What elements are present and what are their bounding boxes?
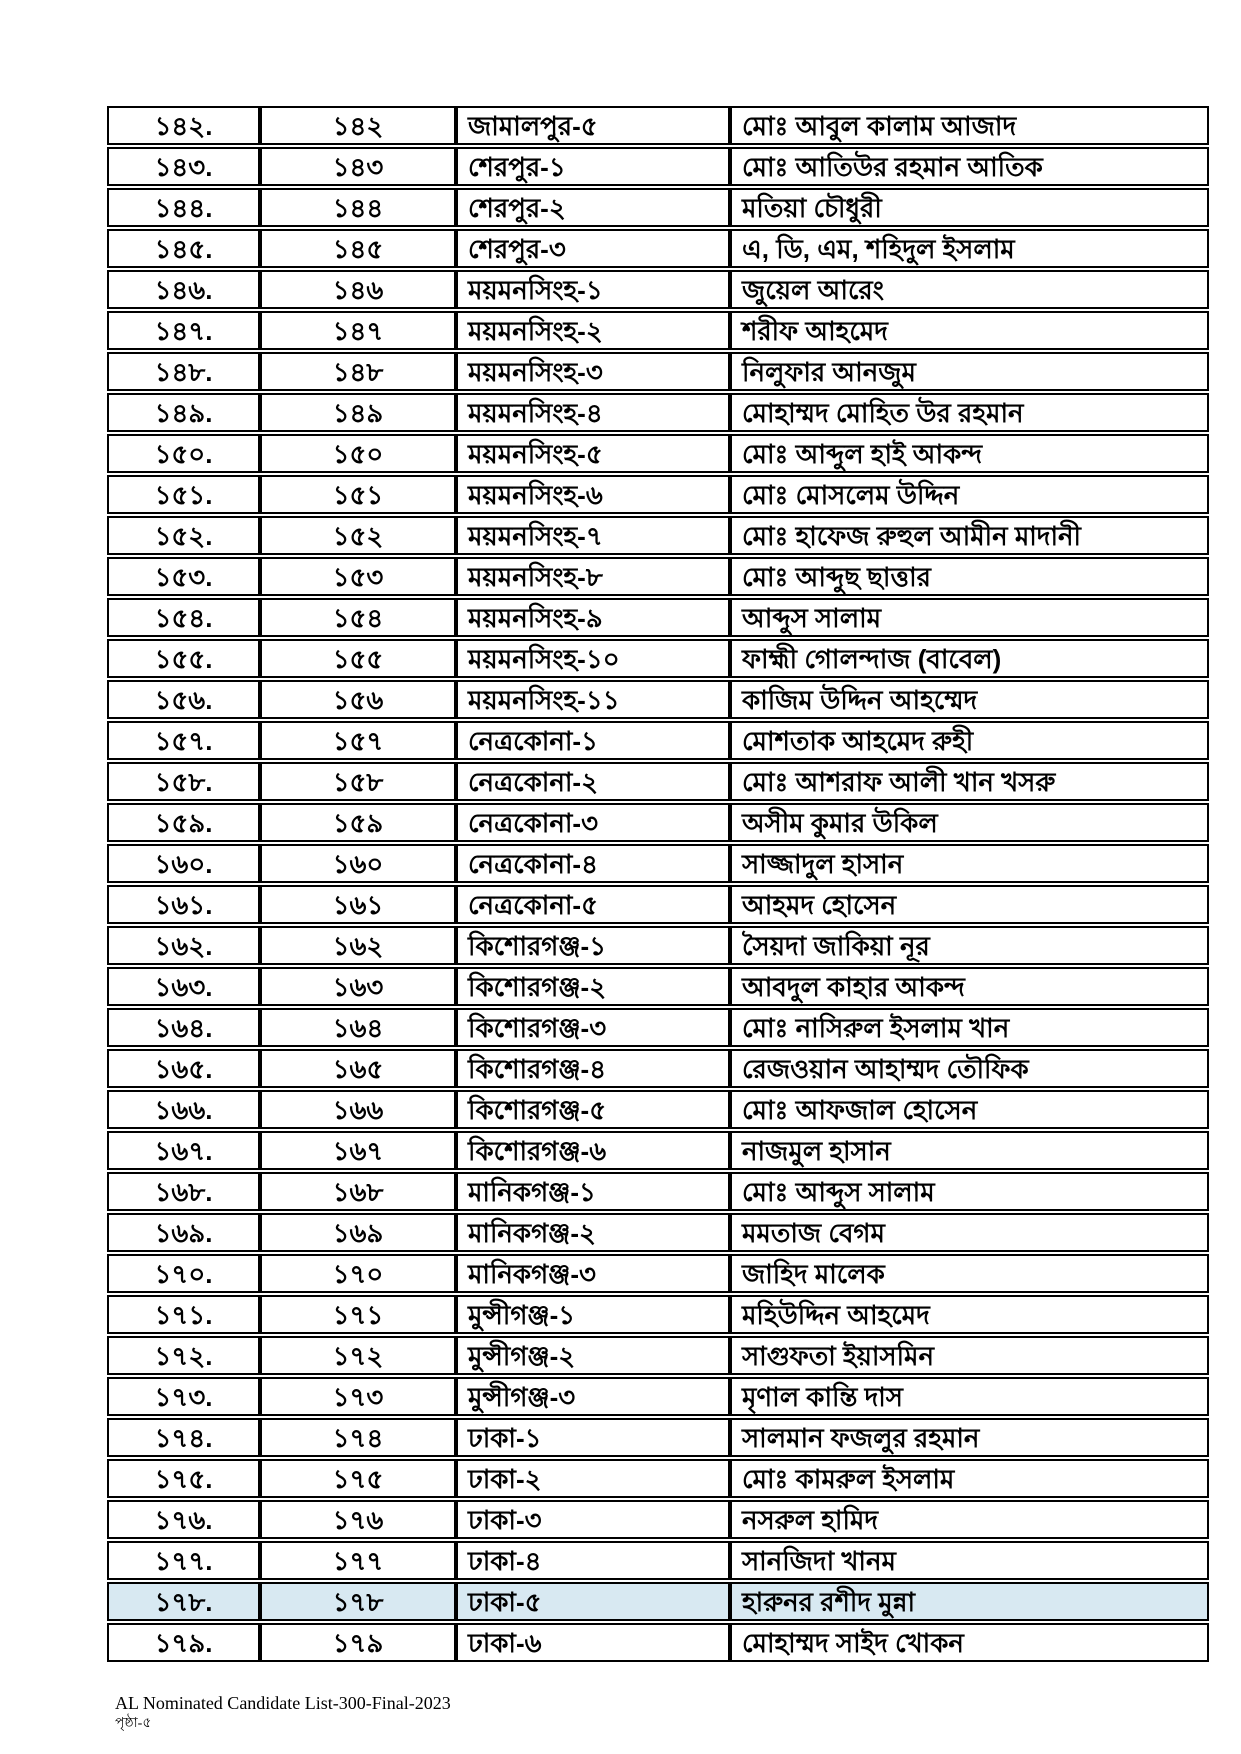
serial-cell: ১৭১.	[107, 1295, 260, 1334]
number-cell: ১৫৬	[260, 680, 456, 719]
table-row	[107, 1172, 1209, 1211]
table-row	[107, 1582, 1209, 1621]
table-row	[107, 803, 1209, 842]
candidate-cell: শরীফ আহমেদ	[730, 311, 1209, 350]
table-row	[107, 1090, 1209, 1129]
table-row	[107, 1008, 1209, 1047]
candidate-cell: মোশতাক আহমেদ রুহী	[730, 721, 1209, 760]
serial-cell: ১৭৮.	[107, 1582, 260, 1621]
table-row	[107, 1254, 1209, 1293]
serial-cell: ১৭৬.	[107, 1500, 260, 1539]
constituency-cell: ঢাকা-৬	[456, 1623, 730, 1662]
number-cell: ১৫২	[260, 516, 456, 555]
table-row	[107, 1131, 1209, 1170]
serial-cell: ১৭৪.	[107, 1418, 260, 1457]
constituency-cell: ময়মনসিংহ-৮	[456, 557, 730, 596]
serial-cell: ১৫৯.	[107, 803, 260, 842]
constituency-cell: মানিকগঞ্জ-১	[456, 1172, 730, 1211]
number-cell: ১৪৮	[260, 352, 456, 391]
candidate-cell: মোহাম্মদ সাইদ খোকন	[730, 1623, 1209, 1662]
constituency-cell: ময়মনসিংহ-৩	[456, 352, 730, 391]
constituency-cell: কিশোরগঞ্জ-৩	[456, 1008, 730, 1047]
constituency-cell: ময়মনসিংহ-২	[456, 311, 730, 350]
table-row	[107, 516, 1209, 555]
candidate-cell: এ, ডি, এম, শহিদুল ইসলাম	[730, 229, 1209, 268]
number-cell: ১৪২	[260, 106, 456, 145]
candidate-table	[107, 104, 1209, 1664]
number-cell: ১৪৫	[260, 229, 456, 268]
serial-cell: ১৭০.	[107, 1254, 260, 1293]
constituency-cell: কিশোরগঞ্জ-৫	[456, 1090, 730, 1129]
number-cell: ১৬৮	[260, 1172, 456, 1211]
serial-cell: ১৫২.	[107, 516, 260, 555]
number-cell: ১৭৩	[260, 1377, 456, 1416]
table-row	[107, 598, 1209, 637]
number-cell: ১৭২	[260, 1336, 456, 1375]
serial-cell: ১৬৩.	[107, 967, 260, 1006]
constituency-cell: মানিকগঞ্জ-২	[456, 1213, 730, 1252]
serial-cell: ১৭৭.	[107, 1541, 260, 1580]
candidate-cell: মোহাম্মদ মোহিত উর রহমান	[730, 393, 1209, 432]
candidate-cell: মোঃ হাফেজ রুহুল আমীন মাদানী	[730, 516, 1209, 555]
candidate-cell: মমতাজ বেগম	[730, 1213, 1209, 1252]
number-cell: ১৬৩	[260, 967, 456, 1006]
number-cell: ১৬৪	[260, 1008, 456, 1047]
candidate-cell: মোঃ মোসলেম উদ্দিন	[730, 475, 1209, 514]
table-row	[107, 967, 1209, 1006]
number-cell: ১৪৯	[260, 393, 456, 432]
table-row	[107, 352, 1209, 391]
table-row	[107, 1213, 1209, 1252]
candidate-cell: মতিয়া চৌধুরী	[730, 188, 1209, 227]
serial-cell: ১৬৪.	[107, 1008, 260, 1047]
table-row	[107, 475, 1209, 514]
candidate-cell: মহিউদ্দিন আহমেদ	[730, 1295, 1209, 1334]
constituency-cell: কিশোরগঞ্জ-১	[456, 926, 730, 965]
serial-cell: ১৪৪.	[107, 188, 260, 227]
candidate-cell: আব্দুস সালাম	[730, 598, 1209, 637]
table-row	[107, 393, 1209, 432]
constituency-cell: ঢাকা-৪	[456, 1541, 730, 1580]
candidate-cell: মোঃ নাসিরুল ইসলাম খান	[730, 1008, 1209, 1047]
candidate-cell: নিলুফার আনজুম	[730, 352, 1209, 391]
serial-cell: ১৪৫.	[107, 229, 260, 268]
serial-cell: ১৫০.	[107, 434, 260, 473]
constituency-cell: মানিকগঞ্জ-৩	[456, 1254, 730, 1293]
number-cell: ১৫৭	[260, 721, 456, 760]
constituency-cell: ময়মনসিংহ-১০	[456, 639, 730, 678]
table-row	[107, 1336, 1209, 1375]
table-row	[107, 229, 1209, 268]
constituency-cell: মুন্সীগঞ্জ-৩	[456, 1377, 730, 1416]
table-row	[107, 1459, 1209, 1498]
constituency-cell: ময়মনসিংহ-৯	[456, 598, 730, 637]
serial-cell: ১৫৮.	[107, 762, 260, 801]
number-cell: ১৬০	[260, 844, 456, 883]
candidate-cell: মোঃ আব্দুছ ছাত্তার	[730, 557, 1209, 596]
candidate-cell: সালমান ফজলুর রহমান	[730, 1418, 1209, 1457]
number-cell: ১৭৮	[260, 1582, 456, 1621]
candidate-cell: অসীম কুমার উকিল	[730, 803, 1209, 842]
candidate-cell: নসরুল হামিদ	[730, 1500, 1209, 1539]
candidate-cell: মোঃ আবুল কালাম আজাদ	[730, 106, 1209, 145]
constituency-cell: মুন্সীগঞ্জ-২	[456, 1336, 730, 1375]
number-cell: ১৬৬	[260, 1090, 456, 1129]
candidate-cell: মোঃ কামরুল ইসলাম	[730, 1459, 1209, 1498]
serial-cell: ১৭৫.	[107, 1459, 260, 1498]
table-row	[107, 434, 1209, 473]
table-row	[107, 1377, 1209, 1416]
constituency-cell: ময়মনসিংহ-৭	[456, 516, 730, 555]
table-row	[107, 844, 1209, 883]
footer	[115, 1692, 451, 1733]
table-row	[107, 147, 1209, 186]
candidate-cell: মোঃ আতিউর রহমান আতিক	[730, 147, 1209, 186]
serial-cell: ১৬৫.	[107, 1049, 260, 1088]
table-row	[107, 1500, 1209, 1539]
table-row	[107, 762, 1209, 801]
number-cell: ১৭৭	[260, 1541, 456, 1580]
serial-cell: ১৫৫.	[107, 639, 260, 678]
number-cell: ১৭৪	[260, 1418, 456, 1457]
table-row	[107, 311, 1209, 350]
candidate-cell: সাজ্জাদুল হাসান	[730, 844, 1209, 883]
candidate-cell: কাজিম উদ্দিন আহম্মেদ	[730, 680, 1209, 719]
constituency-cell: ময়মনসিংহ-৬	[456, 475, 730, 514]
table-row	[107, 188, 1209, 227]
serial-cell: ১৫৬.	[107, 680, 260, 719]
constituency-cell: জামালপুর-৫	[456, 106, 730, 145]
serial-cell: ১৬৮.	[107, 1172, 260, 1211]
constituency-cell: কিশোরগঞ্জ-২	[456, 967, 730, 1006]
number-cell: ১৫১	[260, 475, 456, 514]
number-cell: ১৭০	[260, 1254, 456, 1293]
number-cell: ১৭৯	[260, 1623, 456, 1662]
serial-cell: ১৬২.	[107, 926, 260, 965]
candidate-cell: নাজমুল হাসান	[730, 1131, 1209, 1170]
constituency-cell: কিশোরগঞ্জ-৬	[456, 1131, 730, 1170]
serial-cell: ১৬৭.	[107, 1131, 260, 1170]
number-cell: ১৫৯	[260, 803, 456, 842]
constituency-cell: নেত্রকোনা-৪	[456, 844, 730, 883]
constituency-cell: শেরপুর-১	[456, 147, 730, 186]
footer-doc-title: AL Nominated Candidate List-300-Final-2023	[115, 1693, 451, 1713]
table-row	[107, 1049, 1209, 1088]
number-cell: ১৪৩	[260, 147, 456, 186]
serial-cell: ১৬৬.	[107, 1090, 260, 1129]
serial-cell: ১৬১.	[107, 885, 260, 924]
serial-cell: ১৫৪.	[107, 598, 260, 637]
serial-cell: ১৪৭.	[107, 311, 260, 350]
candidate-cell: জুয়েল আরেং	[730, 270, 1209, 309]
constituency-cell: কিশোরগঞ্জ-৪	[456, 1049, 730, 1088]
constituency-cell: ঢাকা-৩	[456, 1500, 730, 1539]
candidate-cell: সাগুফতা ইয়াসমিন	[730, 1336, 1209, 1375]
candidate-cell: মোঃ আব্দুল হাই আকন্দ	[730, 434, 1209, 473]
constituency-cell: শেরপুর-৩	[456, 229, 730, 268]
constituency-cell: ময়মনসিংহ-১	[456, 270, 730, 309]
number-cell: ১৭৬	[260, 1500, 456, 1539]
candidate-cell: জাহিদ মালেক	[730, 1254, 1209, 1293]
constituency-cell: ঢাকা-৫	[456, 1582, 730, 1621]
candidate-cell: ফাহ্মী গোলন্দাজ (বাবেল)	[730, 639, 1209, 678]
serial-cell: ১৬০.	[107, 844, 260, 883]
serial-cell: ১৭২.	[107, 1336, 260, 1375]
number-cell: ১৬২	[260, 926, 456, 965]
serial-cell: ১৪৯.	[107, 393, 260, 432]
candidate-cell: আবদুল কাহার আকন্দ	[730, 967, 1209, 1006]
constituency-cell: ময়মনসিংহ-৫	[456, 434, 730, 473]
constituency-cell: নেত্রকোনা-৫	[456, 885, 730, 924]
constituency-cell: নেত্রকোনা-২	[456, 762, 730, 801]
constituency-cell: ঢাকা-১	[456, 1418, 730, 1457]
constituency-cell: মুন্সীগঞ্জ-১	[456, 1295, 730, 1334]
table-row	[107, 639, 1209, 678]
candidate-cell: আহমদ হোসেন	[730, 885, 1209, 924]
constituency-cell: ময়মনসিংহ-৪	[456, 393, 730, 432]
number-cell: ১৬১	[260, 885, 456, 924]
number-cell: ১৪৭	[260, 311, 456, 350]
serial-cell: ১৫৩.	[107, 557, 260, 596]
table-row	[107, 885, 1209, 924]
serial-cell: ১৫৭.	[107, 721, 260, 760]
table-row	[107, 106, 1209, 145]
candidate-cell: হারুনর রশীদ মুন্না	[730, 1582, 1209, 1621]
candidate-cell: সানজিদা খানম	[730, 1541, 1209, 1580]
candidate-cell: মোঃ আশরাফ আলী খান খসরু	[730, 762, 1209, 801]
number-cell: ১৫০	[260, 434, 456, 473]
serial-cell: ১৪২.	[107, 106, 260, 145]
table-row	[107, 680, 1209, 719]
constituency-cell: শেরপুর-২	[456, 188, 730, 227]
candidate-cell: মৃণাল কান্তি দাস	[730, 1377, 1209, 1416]
table-row	[107, 1623, 1209, 1662]
constituency-cell: নেত্রকোনা-১	[456, 721, 730, 760]
candidate-cell: মোঃ আফজাল হোসেন	[730, 1090, 1209, 1129]
number-cell: ১৫৮	[260, 762, 456, 801]
candidate-cell: সৈয়দা জাকিয়া নূর	[730, 926, 1209, 965]
candidate-cell: রেজওয়ান আহাম্মদ তৌফিক	[730, 1049, 1209, 1088]
table-row	[107, 1418, 1209, 1457]
table-row	[107, 270, 1209, 309]
serial-cell: ১৪৬.	[107, 270, 260, 309]
constituency-cell: ময়মনসিংহ-১১	[456, 680, 730, 719]
table-row	[107, 1541, 1209, 1580]
number-cell: ১৬৭	[260, 1131, 456, 1170]
serial-cell: ১৫১.	[107, 475, 260, 514]
number-cell: ১৬৯	[260, 1213, 456, 1252]
number-cell: ১৫৩	[260, 557, 456, 596]
number-cell: ১৭১	[260, 1295, 456, 1334]
table-row	[107, 721, 1209, 760]
number-cell: ১৪৬	[260, 270, 456, 309]
number-cell: ১৭৫	[260, 1459, 456, 1498]
number-cell: ১৫৪	[260, 598, 456, 637]
serial-cell: ১৭৯.	[107, 1623, 260, 1662]
serial-cell: ১৬৯.	[107, 1213, 260, 1252]
candidate-cell: মোঃ আব্দুস সালাম	[730, 1172, 1209, 1211]
serial-cell: ১৪৮.	[107, 352, 260, 391]
table-row	[107, 1295, 1209, 1334]
candidate-table-body	[107, 106, 1209, 1662]
table-row	[107, 557, 1209, 596]
constituency-cell: ঢাকা-২	[456, 1459, 730, 1498]
footer-page-number: পৃষ্ঠা-৫	[115, 1715, 152, 1731]
table-row	[107, 926, 1209, 965]
serial-cell: ১৪৩.	[107, 147, 260, 186]
serial-cell: ১৭৩.	[107, 1377, 260, 1416]
number-cell: ১৬৫	[260, 1049, 456, 1088]
constituency-cell: নেত্রকোনা-৩	[456, 803, 730, 842]
number-cell: ১৪৪	[260, 188, 456, 227]
number-cell: ১৫৫	[260, 639, 456, 678]
